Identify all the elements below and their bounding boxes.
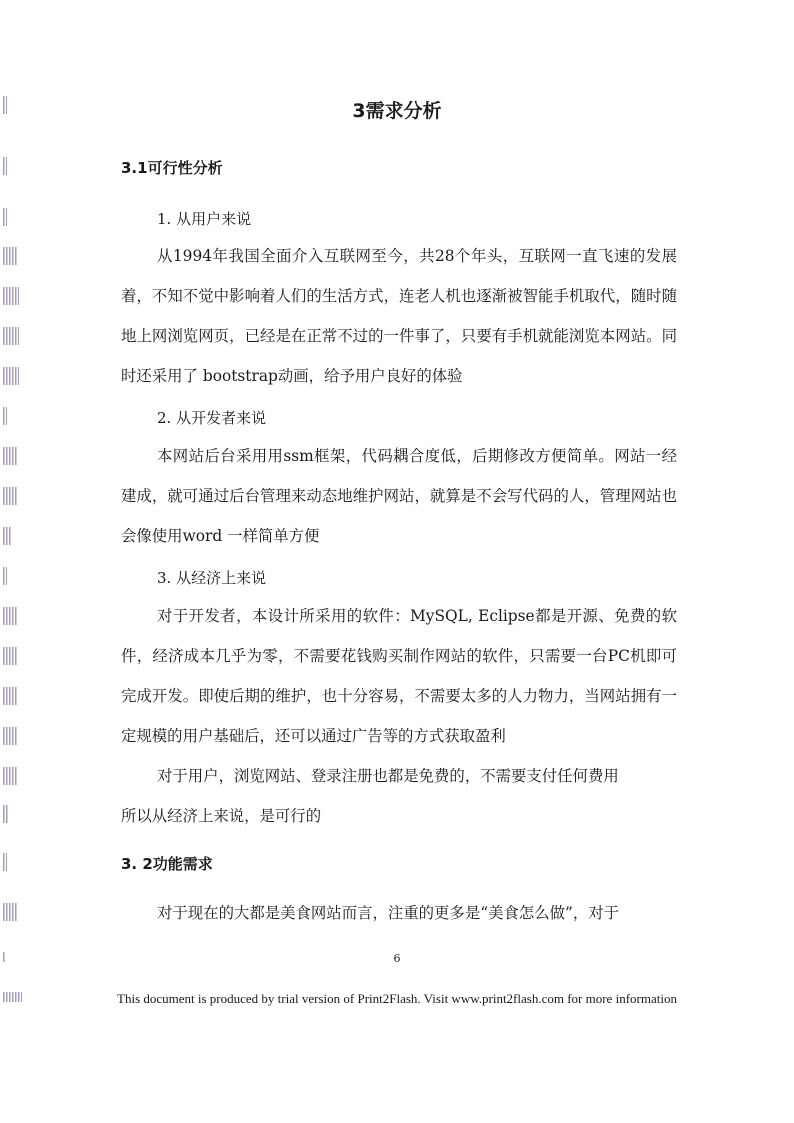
margin-mark: [3, 903, 18, 921]
chapter-title: 3需求分析: [352, 100, 442, 122]
margin-mark: [3, 247, 18, 265]
list-item-heading: 3. 从经济上来说: [157, 569, 267, 587]
margin-mark: [3, 447, 18, 465]
paragraph-user: [121, 236, 677, 396]
margin-mark: [3, 767, 18, 785]
paragraph-text: 所以从经济上来说，是可行的: [121, 807, 322, 825]
margin-mark: [3, 567, 7, 585]
margin-mark: [3, 208, 7, 226]
margin-mark: [3, 487, 18, 505]
margin-mark: [3, 727, 18, 745]
paragraph-economy: [121, 596, 677, 836]
margin-mark: [3, 367, 19, 385]
margin-mark: [3, 647, 18, 665]
section-heading: 3.1可行性分析: [121, 159, 223, 177]
margin-mark: [3, 287, 19, 305]
page-number: 6: [393, 952, 401, 965]
margin-mark: [3, 327, 19, 345]
list-item-heading: 1. 从用户来说: [157, 210, 252, 228]
trial-watermark-note: This document is produced by trial version of Print2Flash. Visit www.print2flash.com for more information: [117, 991, 677, 1006]
margin-mark: [3, 687, 18, 705]
paragraph-text: 从1994年我国全面介入互联网至今，共28个年头，互联网一直飞速的发展着，不知不觉中影响着人们的生活方式，连老人机也逐渐被智能手机取代，随时随地上网浏览网页，已经是在正常不过的一件事了，只要有手机就能浏览本网站。同时还采用了 bootstrap动画，给予用户良好的体验: [121, 247, 677, 385]
paragraph-text: 对于用户，浏览网站、登录注册也都是免费的，不需要支付任何费用: [157, 767, 619, 785]
paragraph-text: 对于开发者，本设计所采用的软件：MySQL, Eclipse都是开源、免费的软件，经济成本几乎为零，不需要花钱购买制作网站的软件，只需要一台PC机即可完成开发。即使后期的维护，也十分容易，不需要太多的人力物力，当网站拥有一定规模的用户基础后，还可以通过广告等的方式获取盈利: [121, 607, 677, 745]
margin-mark: [3, 527, 11, 545]
margin-mark: [3, 607, 18, 625]
paragraph-function: [121, 893, 677, 933]
margin-mark: [3, 157, 7, 175]
list-item-heading: 2. 从开发者来说: [157, 409, 267, 427]
section-heading: 3. 2功能需求: [121, 855, 213, 873]
paragraph-developer: [121, 436, 677, 556]
margin-mark: [3, 407, 7, 425]
margin-mark: [3, 805, 8, 823]
paragraph-text: 本网站后台采用用ssm框架，代码耦合度低，后期修改方便简单。网站一经建成，就可通过后台管理来动态地维护网站，就算是不会写代码的人，管理网站也会像使用word 一样简单方便: [121, 447, 677, 545]
paragraph-text: 对于现在的大都是美食网站而言，注重的更多是“美食怎么做”，对于: [157, 904, 620, 922]
margin-mark: [3, 853, 7, 871]
